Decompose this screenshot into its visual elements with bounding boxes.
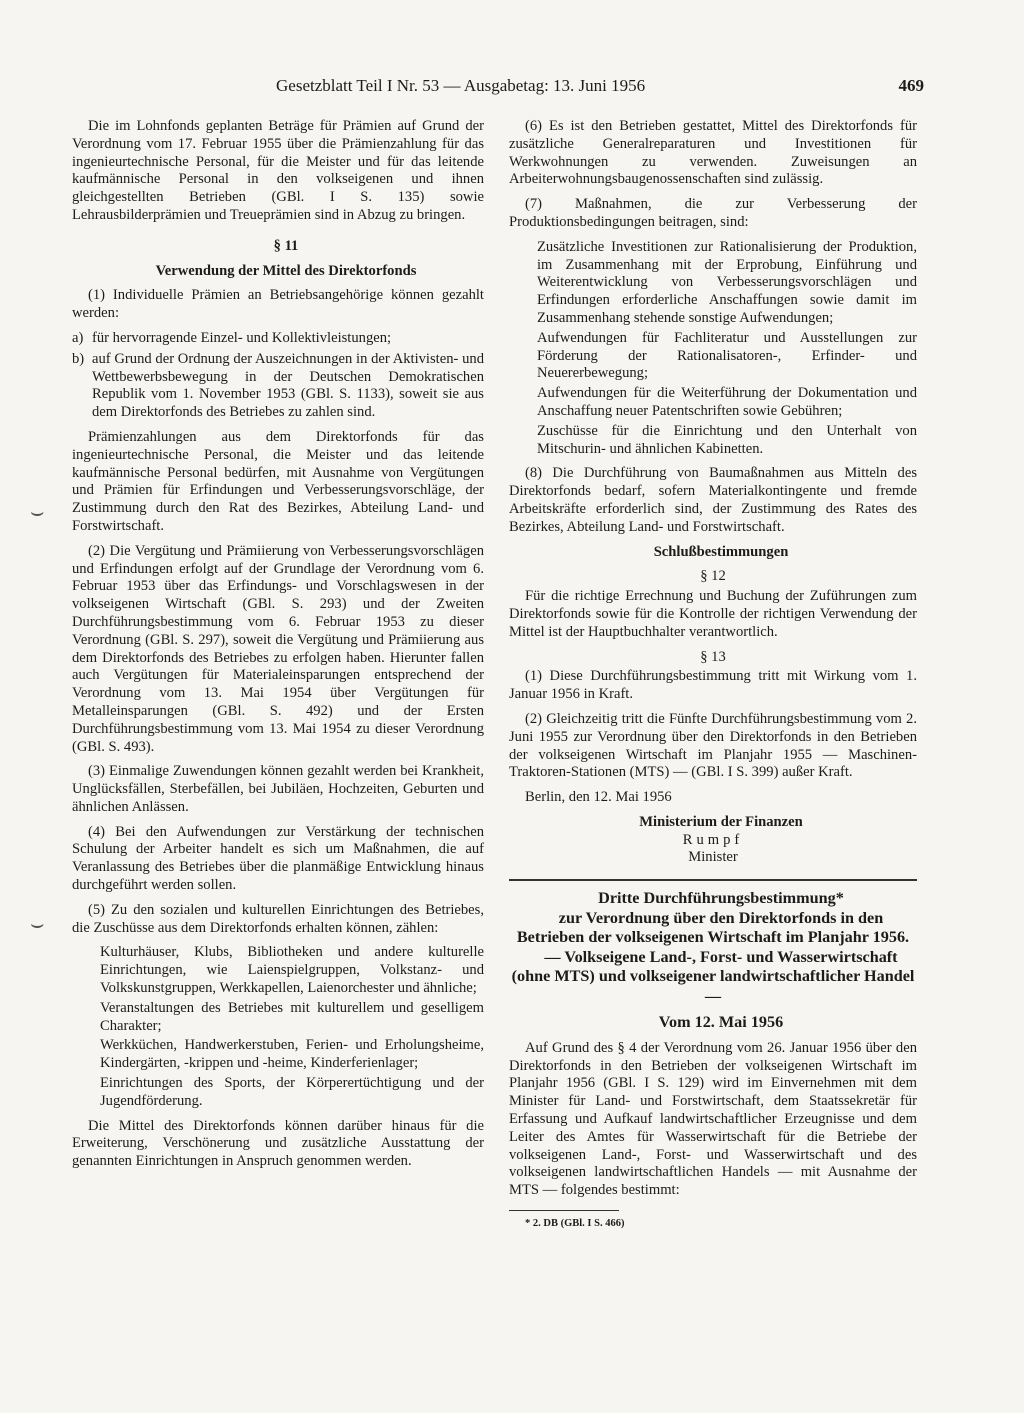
footnote-divider — [509, 1210, 619, 1211]
bonus-payments-paragraph: Prämienzahlungen aus dem Direktorfonds für das ingenieurtechnische Personal, die Meister und das leitende kaufmännische Personal bedürfen, mit Ausnahme von Vergütungen und Prämien für Erfindungen und Verbesserungsvorschläge, der Zustimmung durch den Rat des Bezirkes, Abteilung Land- und Forstwirtschaft. — [72, 428, 484, 534]
section-11-para-4: (4) Bei den Aufwendungen zur Verstärkung der technischen Schulung der Arbeiter handelt es sich um Maßnahmen, die auf Veranlassung des Betriebes über die planmäßige Entwicklung hinaus durchgeführt werden sollen. — [72, 823, 484, 894]
section-11-number: § 11 — [273, 237, 299, 254]
page-number: 469 — [898, 76, 924, 95]
signer-role: Minister — [688, 849, 738, 866]
production-measures-list — [509, 239, 917, 459]
list-item: Veranstaltungen des Betriebes mit kulturellem und geselligem Charakter; — [100, 999, 484, 1034]
list-item: Aufwendungen für Fachliteratur und Ausstellungen zur Förderung der Rationalisatoren-, Erfinder- und Neuererbewegung; — [537, 329, 917, 382]
section-11-title: Verwendung der Mittel des Direktorfonds — [155, 262, 417, 279]
right-column — [509, 118, 917, 1240]
list-text: auf Grund der Ordnung der Auszeichnungen in der Aktivisten- und Wettbewerbsbewegung in der Deutschen Demokratischen Republik vom 1. November 1953 (GBl. S. 1133), soweit sie aus dem Direktorfonds des Betriebes zu zahlen sind. — [92, 350, 484, 421]
section-12-number: § 12 — [700, 568, 726, 585]
closing-paragraph: Die Mittel des Direktorfonds können darüber hinaus für die Erweiterung, Verschönerung und zusätzliche Ausstattung der genannten Einrichtungen in Anspruch genommen werden. — [72, 1117, 484, 1170]
decree-subtitle: zur Verordnung über den Direktorfonds in den Betrieben der volkseigenen Wirtschaft im Planjahr 1956. — [516, 908, 910, 947]
section-11-para-8: (8) Die Durchführung von Baumaßnahmen aus Mitteln des Direktorfonds bedarf, sofern Materialkontingente und fremde Arbeitskräfte erforderlich sind, der Zustimmung des Rates des Bezirkes, Abteilung Land- und Forstwirtschaft. — [509, 465, 917, 535]
decree-date: Vom 12. Mai 1956 — [658, 1013, 784, 1032]
gazette-title: Gesetzblatt Teil I Nr. 53 — Ausgabetag: 13. Juni 1956 — [276, 76, 646, 95]
award-list — [72, 330, 484, 422]
section-13-para-1: (1) Diese Durchführungsbestimmung tritt mit Wirkung vom 1. Januar 1956 in Kraft. — [509, 668, 917, 703]
preamble-paragraph: Auf Grund des § 4 der Verordnung vom 26. Januar 1956 über den Direktorfonds in den Betrieben der volkseigenen Wirtschaft im Planjahr 1956 (GBl. I S. 129) wird im Einvernehmen mit dem Minister für Land- und Forstwirtschaft, dem Staatssekretär für Erfassung und Aufkauf landwirtschaftlicher Erzeugnisse und dem Leiter des Amtes für Wasserwirtschaft für die Betriebe der volkseigenen Land-, Forst- und Wasserwirtschaft und des volkseigenen landwirtschaftlichen Handels — mit Ausnahme der MTS — folgendes bestimmt: — [509, 1039, 917, 1199]
footnote: * 2. DB (GBl. I S. 466) — [525, 1217, 625, 1229]
ministry-name: Ministerium der Finanzen — [639, 813, 803, 830]
list-label: a) — [72, 329, 84, 346]
list-item: Werkküchen, Handwerkerstuben, Ferien- und Erholungsheime, Kindergärten, -krippen und -heime, Kinderferienlager; — [100, 1037, 484, 1072]
section-11-para-3: (3) Einmalige Zuwendungen können gezahlt werden bei Krankheit, Unglücksfällen, Sterbefällen, bei Jubiläen, Hochzeiten, Geburten und ähnlichen Anlässen. — [72, 763, 484, 815]
date-line: Berlin, den 12. Mai 1956 — [525, 789, 672, 806]
decree-scope: — Volkseigene Land-, Forst- und Wasserwirtschaft (ohne MTS) und volkseigener landwirtschaftlicher Handel — — [511, 947, 915, 1005]
final-provisions-heading: Schlußbestimmungen — [653, 543, 789, 560]
section-divider — [509, 879, 917, 881]
section-13-para-2: (2) Gleichzeitig tritt die Fünfte Durchführungsbestimmung vom 2. Juni 1955 zur Verordnung über den Direktorfonds in den Betrieben der volkseigenen Wirtschaft im Planjahr 1955 — Maschinen-Traktoren-Stationen (MTS) — (GBl. I S. 399) außer Kraft. — [509, 710, 917, 781]
left-column — [72, 118, 484, 1178]
section-11-para-2: (2) Die Vergütung und Prämiierung von Verbesserungsvorschlägen und Erfindungen erfolgt auf der Grundlage der Verordnung vom 6. Februar 1953 über das Erfindungs- und Vorschlagswesen in der volkseigenen Wirtschaft (GBl. S. 293) und der Zweiten Durchführungsbestimmung vom 6. Februar 1953 zu dieser Verordnung (GBl. S. 297), soweit die Vergütung und Prämiierung aus dem Direktorfonds des Betriebes zu erfolgen haben. Hierunter fallen auch Vergütungen für Materialeinsparungen entsprechend der Verordnung vom 13. Mai 1954 über Vergütungen für Metalleinsparungen (GBl. S. 492) und der Ersten Durchführungsbestimmung vom 13. Mai 1954 zu dieser Verordnung (GBl. S. 493). — [72, 542, 484, 755]
list-item: Zuschüsse für die Einrichtung und den Unterhalt von Mitschurin- und ähnlichen Kabinetten. — [537, 422, 917, 457]
page-header — [100, 76, 924, 100]
margin-mark-icon: ⌣ — [30, 912, 45, 937]
list-item: Kulturhäuser, Klubs, Bibliotheken und andere kulturelle Einrichtungen, wie Laienspielgruppen, Volkstanz- und Volkskunstgruppen, Werkkapellen, Laienorchester und ähnliche; — [100, 944, 484, 997]
margin-mark-icon: ⌣ — [30, 500, 45, 525]
list-item: Einrichtungen des Sports, der Körperertüchtigung und der Jugendförderung. — [100, 1075, 484, 1109]
list-item — [72, 351, 484, 422]
list-label: b) — [72, 350, 85, 367]
section-11-para-6: (6) Es ist den Betrieben gestattet, Mittel des Direktorfonds für zusätzliche Generalreparaturen und Investitionen für Werkwohnungen zu verwenden. Zuweisungen an Arbeiterwohnungsbaugenossenschaften sind zulässig. — [509, 118, 917, 188]
decree-title: Dritte Durchführungsbestimmung* — [598, 889, 844, 908]
intro-paragraph: Die im Lohnfonds geplanten Beträge für Prämien auf Grund der Verordnung vom 17. Februar 1955 über die Prämienzahlung für das ingenieurtechnische Personal, für die Meister und für das leitende kaufmännische Personal in den volkseigenen und ihnen gleichgestellten Betrieben (GBl. I S. 135) sowie Lehrausbilderprämien und Treueprämien sind in Abzug zu bringen. — [72, 118, 484, 223]
social-facilities-list — [72, 944, 484, 1110]
section-12-text: Für die richtige Errechnung und Buchung der Zuführungen zum Direktorfonds sowie für die Kontrolle der richtigen Verwendung der Mittel ist der Hauptbuchhalter verantwortlich. — [509, 588, 917, 640]
section-11-para-7: (7) Maßnahmen, die zur Verbesserung der Produktionsbedingungen beitragen, sind: — [509, 196, 917, 230]
section-13-number: § 13 — [700, 648, 726, 665]
list-item — [72, 330, 484, 348]
section-11-para-1: (1) Individuelle Prämien an Betriebsangehörige können gezahlt werden: — [72, 287, 484, 322]
list-item: Zusätzliche Investitionen zur Rationalisierung der Produktion, im Zusammenhang mit der Erprobung, Einführung und Weiterentwicklung von Verbesserungsvorschlägen und Erfindungen erforderliche Anschaffungen sowie damit im Zusammenhang stehende sonstige Aufwendungen; — [537, 238, 917, 326]
list-item: Aufwendungen für die Weiterführung der Dokumentation und Anschaffung neuer Patentschriften sowie Gebühren; — [537, 385, 917, 419]
signer-name: Rumpf — [682, 831, 744, 848]
list-text: für hervorragende Einzel- und Kollektivleistungen; — [92, 329, 392, 346]
section-11-para-5: (5) Zu den sozialen und kulturellen Einrichtungen des Betriebes, die Zuschüsse aus dem Direktorfonds erhalten können, zählen: — [72, 901, 484, 936]
